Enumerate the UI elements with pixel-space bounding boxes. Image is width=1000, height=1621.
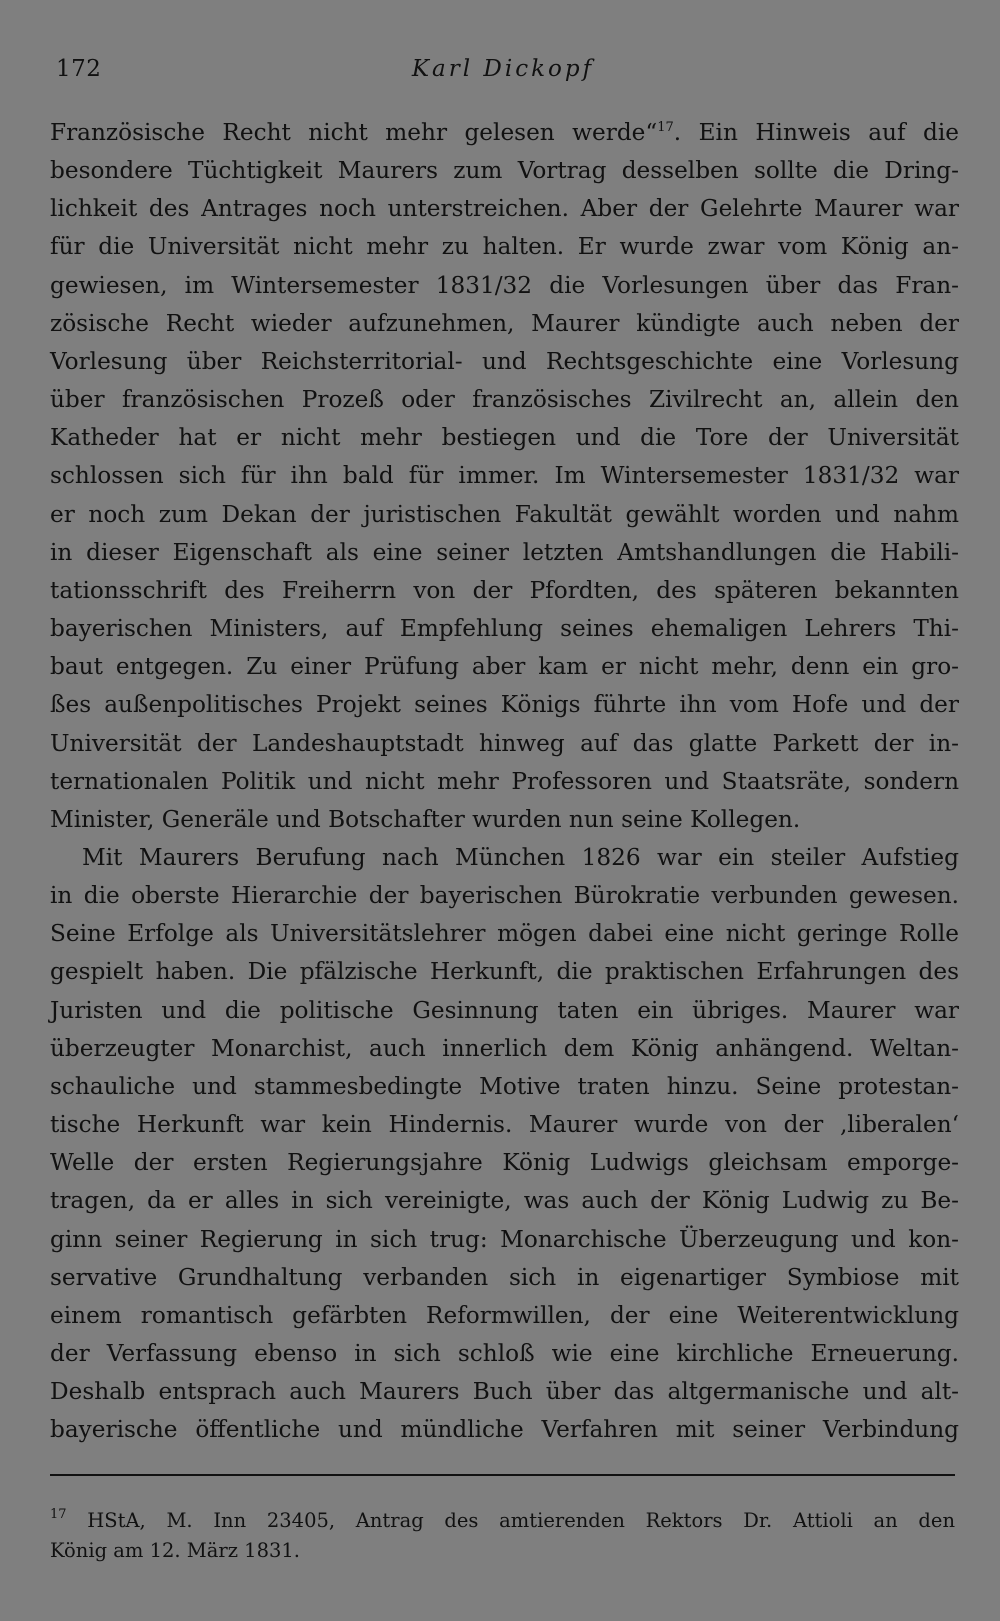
text-line: zösische Recht wieder aufzunehmen, Maurer kündigte auch neben der (50, 309, 959, 337)
text-line: über französischen Prozeß oder französisches Zivilrecht an, allein den (50, 386, 959, 414)
text-line: Vorlesung über Reichsterritorial- und Rechtsgeschichte eine Vorlesung (50, 347, 959, 375)
text-line: bayerischen Ministers, auf Empfehlung seines ehemaligen Lehrers Thi- (50, 615, 959, 643)
text-line: lichkeit des Antrages noch unterstreichen. Aber der Gelehrte Maurer war (50, 195, 959, 223)
text-line: der Verfassung ebenso in sich schloß wie eine kirchliche Erneuerung. (50, 1340, 959, 1367)
footnote-text: HStA, M. Inn 23405, Antrag des amtierenden Rektors Dr. Attioli an den (87, 1509, 955, 1532)
text-line: Juristen und die politische Gesinnung taten ein übriges. Maurer war (50, 996, 959, 1024)
text-line: überzeugter Monarchist, auch innerlich dem König anhängend. Weltan- (50, 1034, 959, 1062)
paragraph-1 (50, 114, 959, 839)
text-line: schauliche und stammesbedingte Motive traten hinzu. Seine protestan- (50, 1072, 959, 1100)
text-line: Minister, Generäle und Botschafter wurden nun seine Kollegen. (50, 805, 801, 833)
text-line: servative Grundhaltung verbanden sich in eigenartiger Symbiose mit (50, 1263, 959, 1291)
text-line: Seine Erfolge als Universitätslehrer mögen dabei eine nicht geringe Rolle (50, 920, 959, 948)
text-line: Deshalb entsprach auch Maurers Buch über das altgermanische und alt- (50, 1378, 959, 1406)
text-line: für die Universität nicht mehr zu halten. Er wurde zwar vom König an- (50, 233, 959, 261)
text-line (50, 114, 959, 152)
text-line: ßes außenpolitisches Projekt seines Königs führte ihn vom Hofe und der (50, 691, 959, 719)
footnote-line: König am 12. März 1831. (50, 1539, 300, 1562)
text-line: schlossen sich für ihn bald für immer. Im Wintersemester 1831/32 war (50, 462, 959, 490)
text-line: ginn seiner Regierung in sich trug: Monarchische Überzeugung und kon- (50, 1225, 959, 1253)
text-line: bayerische öffentliche und mündliche Verfahren mit seiner Verbindung (50, 1416, 959, 1444)
text-line: Mit Maurers Berufung nach München 1826 war ein steiler Aufstieg (82, 843, 959, 871)
page-header (56, 56, 950, 90)
text-line: er noch zum Dekan der juristischen Fakultät gewählt worden und nahm (50, 500, 959, 528)
footnote (50, 1506, 955, 1566)
text-line: baut entgegen. Zu einer Prüfung aber kam er nicht mehr, denn ein gro- (50, 653, 959, 681)
text-line: Katheder hat er nicht mehr bestiegen und die Tore der Universität (50, 424, 959, 452)
text-line: gespielt haben. Die pfälzische Herkunft, die praktischen Erfahrungen des (50, 958, 959, 986)
page-number: 172 (56, 56, 102, 82)
text-line: tische Herkunft war kein Hindernis. Maurer wurde von der ‚liberalen‘ (50, 1111, 959, 1139)
footnote-marker: 17 (50, 1507, 67, 1522)
paragraph-2 (50, 839, 959, 1450)
text-line-tail: . Ein Hinweis auf die (673, 119, 959, 146)
body-text (50, 114, 959, 1449)
text-line: Universität der Landeshauptstadt hinweg auf das glatte Parkett der in- (50, 729, 959, 757)
text-line: Welle der ersten Regierungsjahre König Ludwigs gleichsam emporge- (50, 1149, 959, 1177)
text-line: tationsschrift des Freiherrn von der Pfordten, des späteren bekannten (50, 576, 959, 604)
text-line: besondere Tüchtigkeit Maurers zum Vortrag desselben sollte die Dring- (50, 157, 959, 185)
text-line: einem romantisch gefärbten Reformwillen, der eine Weiterentwicklung (50, 1301, 959, 1329)
footnote-divider (50, 1474, 955, 1476)
text-line: in die oberste Hierarchie der bayerischen Bürokratie verbunden gewesen. (50, 882, 959, 910)
text-line: ternationalen Politik und nicht mehr Professoren und Staatsräte, sondern (50, 767, 959, 795)
footnote-reference: 17 (657, 120, 674, 135)
footnote-line (50, 1506, 955, 1536)
running-head-author: Karl Dickopf (411, 56, 595, 82)
text-line: gewiesen, im Wintersemester 1831/32 die Vorlesungen über das Fran- (50, 271, 959, 299)
text-line-content: Französische Recht nicht mehr gelesen werde“ (50, 119, 658, 146)
text-line: tragen, da er alles in sich vereinigte, was auch der König Ludwig zu Be- (50, 1187, 959, 1215)
text-line: in dieser Eigenschaft als eine seiner letzten Amtshandlungen die Habili- (50, 538, 959, 566)
